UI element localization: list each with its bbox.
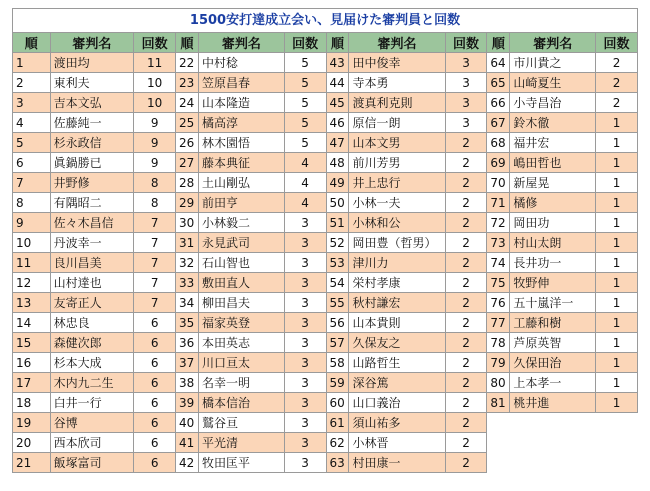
rank-cell: 7: [13, 173, 51, 193]
rank-cell: 20: [13, 433, 51, 453]
count-cell: 1: [596, 173, 638, 193]
empty-cell: [487, 453, 510, 473]
umpire-name-cell: 林忠良: [50, 313, 134, 333]
rank-cell: 31: [176, 233, 199, 253]
count-cell: 2: [445, 333, 487, 353]
count-cell: 3: [284, 433, 326, 453]
rank-cell: 43: [326, 53, 349, 73]
empty-cell: [510, 453, 596, 473]
umpire-name-cell: 敷田直人: [199, 273, 285, 293]
umpire-name-cell: 良川昌美: [50, 253, 134, 273]
count-cell: 3: [445, 93, 487, 113]
rank-cell: 22: [176, 53, 199, 73]
count-cell: 3: [284, 353, 326, 373]
umpire-name-cell: 新屋晃: [510, 173, 596, 193]
umpire-name-cell: 笠原昌春: [199, 73, 285, 93]
umpire-name-cell: 井野修: [50, 173, 134, 193]
count-cell: 2: [445, 313, 487, 333]
umpire-name-cell: 柳田昌夫: [199, 293, 285, 313]
table-row: [13, 373, 638, 393]
rank-cell: 66: [487, 93, 510, 113]
umpire-name-cell: 原信一朗: [349, 113, 445, 133]
rank-cell: 55: [326, 293, 349, 313]
count-cell: 6: [134, 333, 176, 353]
rank-cell: 37: [176, 353, 199, 373]
count-cell: 7: [134, 233, 176, 253]
table-row: [13, 53, 638, 73]
rank-cell: 18: [13, 393, 51, 413]
count-cell: 5: [284, 113, 326, 133]
umpire-name-cell: 田中俊幸: [349, 53, 445, 73]
count-cell: 2: [445, 293, 487, 313]
umpire-name-cell: 村田康一: [349, 453, 445, 473]
rank-cell: 61: [326, 413, 349, 433]
table-row: [13, 273, 638, 293]
rank-cell: 30: [176, 213, 199, 233]
umpire-name-cell: 山路哲生: [349, 353, 445, 373]
rank-cell: 6: [13, 153, 51, 173]
table-row: [13, 233, 638, 253]
umpire-name-cell: 佐々木昌信: [50, 213, 134, 233]
count-cell: 5: [284, 93, 326, 113]
rank-cell: 76: [487, 293, 510, 313]
rank-cell: 47: [326, 133, 349, 153]
table-row: [13, 453, 638, 473]
rank-cell: 2: [13, 73, 51, 93]
header-no: 順: [176, 33, 199, 53]
count-cell: 11: [134, 53, 176, 73]
empty-cell: [596, 413, 638, 433]
rank-cell: 17: [13, 373, 51, 393]
umpire-name-cell: 福家英登: [199, 313, 285, 333]
ranking-sheet: [12, 8, 638, 473]
umpire-name-cell: 森健次郎: [50, 333, 134, 353]
table-row: [13, 173, 638, 193]
rank-cell: 64: [487, 53, 510, 73]
umpire-name-cell: 山口義治: [349, 393, 445, 413]
umpire-name-cell: 小林毅二: [199, 213, 285, 233]
count-cell: 3: [445, 53, 487, 73]
count-cell: 1: [596, 313, 638, 333]
rank-cell: 44: [326, 73, 349, 93]
table-row: [13, 393, 638, 413]
rank-cell: 67: [487, 113, 510, 133]
count-cell: 3: [284, 313, 326, 333]
header-count: 回数: [284, 33, 326, 53]
rank-cell: 63: [326, 453, 349, 473]
umpire-name-cell: 林木園悟: [199, 133, 285, 153]
empty-cell: [510, 433, 596, 453]
rank-cell: 71: [487, 193, 510, 213]
count-cell: 1: [596, 233, 638, 253]
count-cell: 6: [134, 433, 176, 453]
table-row: [13, 433, 638, 453]
count-cell: 9: [134, 133, 176, 153]
count-cell: 2: [445, 133, 487, 153]
rank-cell: 25: [176, 113, 199, 133]
umpire-name-cell: 名幸一明: [199, 373, 285, 393]
rank-cell: 35: [176, 313, 199, 333]
empty-cell: [596, 453, 638, 473]
count-cell: 2: [445, 373, 487, 393]
rank-cell: 8: [13, 193, 51, 213]
count-cell: 7: [134, 253, 176, 273]
umpire-name-cell: 藤本典征: [199, 153, 285, 173]
count-cell: 10: [134, 93, 176, 113]
umpire-name-cell: 平光清: [199, 433, 285, 453]
count-cell: 2: [445, 173, 487, 193]
umpire-name-cell: 芦原英智: [510, 333, 596, 353]
rank-cell: 28: [176, 173, 199, 193]
umpire-name-cell: 工藤和樹: [510, 313, 596, 333]
count-cell: 3: [284, 273, 326, 293]
rank-cell: 19: [13, 413, 51, 433]
rank-cell: 15: [13, 333, 51, 353]
rank-cell: 78: [487, 333, 510, 353]
table-row: [13, 113, 638, 133]
umpire-name-cell: 永見武司: [199, 233, 285, 253]
umpire-name-cell: 桃井進: [510, 393, 596, 413]
count-cell: 7: [134, 213, 176, 233]
count-cell: 5: [284, 73, 326, 93]
table-row: [13, 313, 638, 333]
umpire-name-cell: 山本貴則: [349, 313, 445, 333]
rank-cell: 46: [326, 113, 349, 133]
umpire-name-cell: 山村達也: [50, 273, 134, 293]
rank-cell: 62: [326, 433, 349, 453]
rank-cell: 52: [326, 233, 349, 253]
umpire-name-cell: 山本文男: [349, 133, 445, 153]
rank-cell: 65: [487, 73, 510, 93]
umpire-name-cell: 寺本勇: [349, 73, 445, 93]
count-cell: 1: [596, 393, 638, 413]
count-cell: 1: [596, 193, 638, 213]
rank-cell: 26: [176, 133, 199, 153]
count-cell: 1: [596, 133, 638, 153]
rank-cell: 23: [176, 73, 199, 93]
umpire-name-cell: 本田英志: [199, 333, 285, 353]
umpire-name-cell: 秋村謙宏: [349, 293, 445, 313]
umpire-name-cell: 佐藤純一: [50, 113, 134, 133]
empty-cell: [596, 433, 638, 453]
umpire-table: [12, 32, 638, 473]
umpire-name-cell: 西本欣司: [50, 433, 134, 453]
rank-cell: 72: [487, 213, 510, 233]
rank-cell: 34: [176, 293, 199, 313]
umpire-name-cell: 中村稔: [199, 53, 285, 73]
table-row: [13, 133, 638, 153]
rank-cell: 12: [13, 273, 51, 293]
rank-cell: 59: [326, 373, 349, 393]
count-cell: 4: [284, 153, 326, 173]
count-cell: 1: [596, 333, 638, 353]
rank-cell: 33: [176, 273, 199, 293]
umpire-name-cell: 前田亨: [199, 193, 285, 213]
count-cell: 2: [596, 93, 638, 113]
umpire-name-cell: 小林和公: [349, 213, 445, 233]
umpire-name-cell: 井上忠行: [349, 173, 445, 193]
umpire-name-cell: 五十嵐洋一: [510, 293, 596, 313]
rank-cell: 24: [176, 93, 199, 113]
rank-cell: 74: [487, 253, 510, 273]
rank-cell: 27: [176, 153, 199, 173]
table-row: [13, 93, 638, 113]
count-cell: 2: [445, 353, 487, 373]
umpire-name-cell: 小林晋: [349, 433, 445, 453]
rank-cell: 77: [487, 313, 510, 333]
count-cell: 6: [134, 353, 176, 373]
umpire-name-cell: 杉本大成: [50, 353, 134, 373]
rank-cell: 4: [13, 113, 51, 133]
count-cell: 3: [284, 333, 326, 353]
header-name: 審判名: [199, 33, 285, 53]
umpire-name-cell: 丹波幸一: [50, 233, 134, 253]
rank-cell: 56: [326, 313, 349, 333]
umpire-name-cell: 橋本信治: [199, 393, 285, 413]
rank-cell: 41: [176, 433, 199, 453]
umpire-name-cell: 前川芳男: [349, 153, 445, 173]
count-cell: 1: [596, 113, 638, 133]
count-cell: 2: [445, 253, 487, 273]
umpire-name-cell: 鷲谷亘: [199, 413, 285, 433]
count-cell: 2: [445, 273, 487, 293]
count-cell: 2: [445, 213, 487, 233]
header-no: 順: [487, 33, 510, 53]
header-count: 回数: [134, 33, 176, 53]
rank-cell: 80: [487, 373, 510, 393]
count-cell: 3: [284, 253, 326, 273]
umpire-name-cell: 小寺昌治: [510, 93, 596, 113]
table-row: [13, 153, 638, 173]
umpire-name-cell: 有隅昭二: [50, 193, 134, 213]
umpire-name-cell: 久保田治: [510, 353, 596, 373]
count-cell: 3: [445, 113, 487, 133]
umpire-name-cell: 土山剛弘: [199, 173, 285, 193]
rank-cell: 39: [176, 393, 199, 413]
header-row: [13, 33, 638, 53]
count-cell: 2: [445, 413, 487, 433]
count-cell: 4: [284, 173, 326, 193]
count-cell: 2: [596, 53, 638, 73]
count-cell: 4: [284, 193, 326, 213]
count-cell: 3: [284, 233, 326, 253]
rank-cell: 38: [176, 373, 199, 393]
count-cell: 3: [284, 393, 326, 413]
rank-cell: 49: [326, 173, 349, 193]
count-cell: 6: [134, 313, 176, 333]
rank-cell: 54: [326, 273, 349, 293]
count-cell: 6: [134, 393, 176, 413]
count-cell: 3: [445, 73, 487, 93]
rank-cell: 79: [487, 353, 510, 373]
umpire-name-cell: 小林一夫: [349, 193, 445, 213]
umpire-name-cell: 栄村孝康: [349, 273, 445, 293]
count-cell: 2: [445, 153, 487, 173]
rank-cell: 73: [487, 233, 510, 253]
rank-cell: 42: [176, 453, 199, 473]
table-row: [13, 253, 638, 273]
count-cell: 5: [284, 133, 326, 153]
rank-cell: 69: [487, 153, 510, 173]
header-no: 順: [326, 33, 349, 53]
table-row: [13, 333, 638, 353]
umpire-name-cell: 嶋田哲也: [510, 153, 596, 173]
count-cell: 9: [134, 153, 176, 173]
rank-cell: 75: [487, 273, 510, 293]
count-cell: 7: [134, 293, 176, 313]
rank-cell: 60: [326, 393, 349, 413]
count-cell: 6: [134, 453, 176, 473]
count-cell: 6: [134, 373, 176, 393]
empty-cell: [510, 413, 596, 433]
umpire-name-cell: 渡真利克則: [349, 93, 445, 113]
rank-cell: 21: [13, 453, 51, 473]
rank-cell: 10: [13, 233, 51, 253]
rank-cell: 53: [326, 253, 349, 273]
rank-cell: 36: [176, 333, 199, 353]
header-name: 審判名: [349, 33, 445, 53]
rank-cell: 3: [13, 93, 51, 113]
rank-cell: 57: [326, 333, 349, 353]
count-cell: 6: [134, 413, 176, 433]
umpire-name-cell: 岡田功: [510, 213, 596, 233]
count-cell: 1: [596, 353, 638, 373]
rank-cell: 51: [326, 213, 349, 233]
count-cell: 3: [284, 213, 326, 233]
header-no: 順: [13, 33, 51, 53]
count-cell: 2: [445, 393, 487, 413]
umpire-name-cell: 福井宏: [510, 133, 596, 153]
umpire-name-cell: 川口亘太: [199, 353, 285, 373]
count-cell: 2: [445, 233, 487, 253]
rank-cell: 32: [176, 253, 199, 273]
umpire-name-cell: 深谷篤: [349, 373, 445, 393]
count-cell: 8: [134, 173, 176, 193]
rank-cell: 70: [487, 173, 510, 193]
umpire-name-cell: 木内九二生: [50, 373, 134, 393]
umpire-name-cell: 友寄正人: [50, 293, 134, 313]
umpire-name-cell: 石山智也: [199, 253, 285, 273]
umpire-name-cell: 津川力: [349, 253, 445, 273]
count-cell: 7: [134, 273, 176, 293]
rank-cell: 81: [487, 393, 510, 413]
umpire-name-cell: 山崎夏生: [510, 73, 596, 93]
umpire-name-cell: 眞鍋勝已: [50, 153, 134, 173]
count-cell: 3: [284, 413, 326, 433]
count-cell: 2: [596, 73, 638, 93]
count-cell: 1: [596, 253, 638, 273]
rank-cell: 16: [13, 353, 51, 373]
umpire-name-cell: 鈴木徹: [510, 113, 596, 133]
count-cell: 3: [284, 293, 326, 313]
table-row: [13, 213, 638, 233]
rank-cell: 58: [326, 353, 349, 373]
umpire-name-cell: 飯塚富司: [50, 453, 134, 473]
table-row: [13, 73, 638, 93]
header-name: 審判名: [50, 33, 134, 53]
rank-cell: 50: [326, 193, 349, 213]
umpire-name-cell: 上本孝一: [510, 373, 596, 393]
header-count: 回数: [596, 33, 638, 53]
umpire-name-cell: 牧野伸: [510, 273, 596, 293]
count-cell: 1: [596, 373, 638, 393]
table-row: [13, 353, 638, 373]
rank-cell: 29: [176, 193, 199, 213]
count-cell: 1: [596, 273, 638, 293]
count-cell: 5: [284, 53, 326, 73]
rank-cell: 48: [326, 153, 349, 173]
header-name: 審判名: [510, 33, 596, 53]
header-count: 回数: [445, 33, 487, 53]
count-cell: 1: [596, 153, 638, 173]
rank-cell: 45: [326, 93, 349, 113]
umpire-name-cell: 杉永政信: [50, 133, 134, 153]
umpire-name-cell: 東利夫: [50, 73, 134, 93]
umpire-name-cell: 白井一行: [50, 393, 134, 413]
count-cell: 3: [284, 453, 326, 473]
count-cell: 8: [134, 193, 176, 213]
rank-cell: 5: [13, 133, 51, 153]
rank-cell: 1: [13, 53, 51, 73]
table-row: [13, 413, 638, 433]
table-row: [13, 193, 638, 213]
count-cell: 9: [134, 113, 176, 133]
umpire-name-cell: 岡田豊（哲男）: [349, 233, 445, 253]
umpire-name-cell: 市川貴之: [510, 53, 596, 73]
count-cell: 1: [596, 293, 638, 313]
umpire-name-cell: 吉本文弘: [50, 93, 134, 113]
empty-cell: [487, 433, 510, 453]
count-cell: 10: [134, 73, 176, 93]
rank-cell: 9: [13, 213, 51, 233]
count-cell: 2: [445, 433, 487, 453]
umpire-name-cell: 谷博: [50, 413, 134, 433]
table-row: [13, 293, 638, 313]
count-cell: 2: [445, 453, 487, 473]
umpire-name-cell: 久保友之: [349, 333, 445, 353]
rank-cell: 13: [13, 293, 51, 313]
count-cell: 1: [596, 213, 638, 233]
umpire-name-cell: 牧田匡平: [199, 453, 285, 473]
count-cell: 2: [445, 193, 487, 213]
umpire-name-cell: 村山太朗: [510, 233, 596, 253]
umpire-name-cell: 須山祐多: [349, 413, 445, 433]
sheet-title: 1500安打達成立会い、見届けた審判員と回数: [12, 8, 638, 32]
umpire-name-cell: 橘修: [510, 193, 596, 213]
rank-cell: 14: [13, 313, 51, 333]
umpire-name-cell: 長井功一: [510, 253, 596, 273]
rank-cell: 40: [176, 413, 199, 433]
empty-cell: [487, 413, 510, 433]
umpire-name-cell: 山本隆造: [199, 93, 285, 113]
count-cell: 3: [284, 373, 326, 393]
rank-cell: 68: [487, 133, 510, 153]
umpire-name-cell: 橘高淳: [199, 113, 285, 133]
umpire-name-cell: 渡田均: [50, 53, 134, 73]
rank-cell: 11: [13, 253, 51, 273]
